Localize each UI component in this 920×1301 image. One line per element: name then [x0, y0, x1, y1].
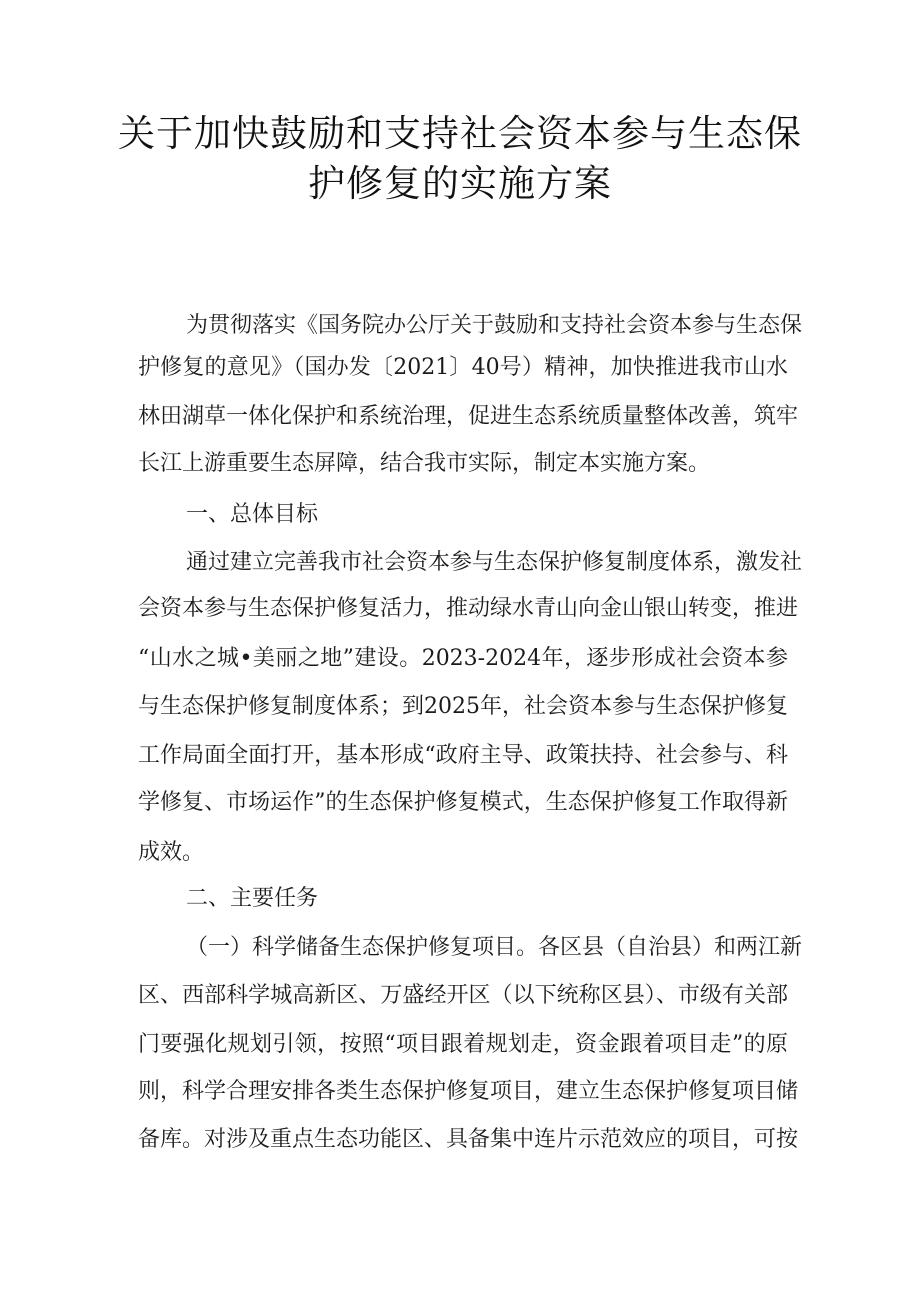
section-1-line-1: 通过建立完善我市社会资本参与生态保护修复制度体系，激发社 — [186, 550, 803, 575]
intro-line-4: 长江上游重要生态屏障，结合我市实际，制定本实施方案。 — [138, 451, 711, 476]
section-2-line-5: 备库。对涉及重点生态功能区、具备集中连片示范效应的项目，可按 — [138, 1127, 799, 1152]
section-2-line-3: 门要强化规划引领，按照“项目跟着规划走，资金跟着项目走”的原 — [138, 1032, 788, 1057]
section-2-line-2: 区、西部科学城高新区、万盛经开区（以下统称区县）、市级有关部 — [138, 983, 788, 1008]
intro-line-2: 护修复的意见》（国办发〔2021〕40号）精神，加快推进我市山水 — [138, 355, 788, 380]
section-1-line-3: “山水之城•美丽之地”建设。2023-2024年，逐步形成社会资本参 — [138, 646, 788, 671]
section-2-line-4: 则，科学合理安排各类生态保护修复项目，建立生态保护修复项目储 — [138, 1079, 799, 1104]
section-1-line-6: 学修复、市场运作”的生态保护修复模式，生态保护修复工作取得新 — [138, 790, 788, 815]
intro-line-1: 为贯彻落实《国务院办公厅关于鼓励和支持社会资本参与生态保 — [186, 313, 803, 338]
section-1-line-2: 会资本参与生态保护修复活力，推动绿水青山向金山银山转变，推进 — [138, 596, 799, 621]
section-1-line-5: 工作局面全面打开，基本形成“政府主导、政策扶持、社会参与、科 — [138, 743, 788, 768]
document-title-line-2: 护修复的实施方案 — [308, 162, 612, 205]
intro-line-3: 林田湖草一体化保护和系统治理，促进生态系统质量整体改善，筑牢 — [138, 404, 799, 429]
section-2-line-1: （一）科学储备生态保护修复项目。各区县（自治县）和两江新 — [186, 935, 803, 960]
section-2-heading: 二、主要任务 — [186, 886, 319, 911]
section-1-line-4: 与生态保护修复制度体系；到2025年，社会资本参与生态保护修复 — [138, 694, 788, 719]
section-1-heading: 一、总体目标 — [186, 502, 319, 527]
section-1-line-7: 成效。 — [138, 840, 205, 865]
document-title-line-1: 关于加快鼓励和支持社会资本参与生态保 — [118, 112, 802, 155]
